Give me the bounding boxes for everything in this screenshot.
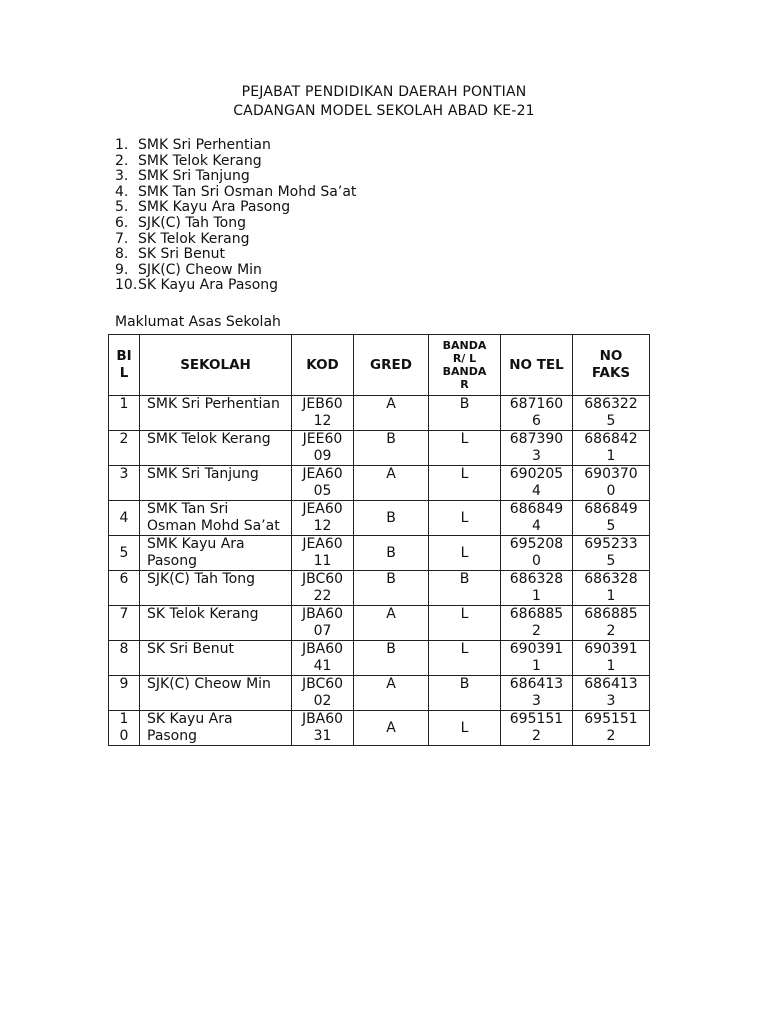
header-bil: BI L [109,335,140,396]
list-item-number: 2. [115,152,129,169]
cell-no-tel-text: 6 [532,413,541,429]
cell-bandar [429,571,501,606]
table-row [109,571,650,606]
cell-no-tel-text: 1 [532,588,541,604]
cell-no-faks-text: 686322 [584,396,638,412]
list-item-number: 3. [115,168,129,185]
cell-sekolah [140,711,292,746]
cell-kod [292,396,354,431]
cell-sekolah [140,641,292,676]
cell-no-faks-text: 0 [606,483,616,499]
list-item-number: 4. [115,183,129,200]
cell-kod [292,606,354,641]
table-row [109,501,650,536]
cell-no-tel [501,536,573,571]
cell-no-faks-text: 5 [606,413,616,429]
cell-no-tel-text: 695208 [509,536,564,552]
list-item [115,232,356,248]
cell-kod [292,676,354,711]
list-item-name: SJK(C) Tah Tong [138,214,246,231]
header-sekolah: SEKOLAH [140,335,292,396]
cell-no-tel-text: 1 [532,658,541,674]
cell-bil-text: 5 [119,544,129,561]
cell-no-faks-text: 2 [606,728,616,744]
list-item [115,200,356,216]
cell-gred-text: A [386,719,396,736]
cell-kod-text: 31 [313,728,332,744]
cell-no-tel [501,466,573,501]
cell-bandar-text: B [459,396,470,412]
cell-sekolah [140,606,292,641]
cell-no-tel-text: 690391 [509,641,564,657]
cell-sekolah-text: SJK(C) Cheow Min [147,676,271,692]
cell-bandar-text: B [459,571,470,587]
cell-gred [354,501,429,536]
cell-no-faks-text: 686328 [584,571,638,587]
cell-gred [354,431,429,466]
list-item [115,216,356,232]
cell-gred-text: B [386,431,396,447]
cell-no-faks [573,501,650,536]
header-kod: KOD [292,335,354,396]
cell-no-faks-text: 1 [606,658,616,674]
cell-gred-text: B [386,571,396,587]
cell-kod-text: JBA60 [301,641,344,657]
cell-bil-text: 1 [119,711,129,727]
cell-kod [292,711,354,746]
cell-no-faks-text: 690391 [584,641,638,657]
cell-gred-text: A [386,466,396,482]
cell-no-faks [573,396,650,431]
table-header-row [109,335,650,396]
list-item-number: 8. [115,246,129,263]
cell-no-tel-text: 686328 [509,571,564,587]
cell-no-faks-text: 695151 [584,711,638,727]
cell-kod-text: 12 [313,518,332,534]
cell-kod [292,466,354,501]
cell-gred [354,711,429,746]
cell-bil [109,641,140,676]
list-item-number: 1. [115,137,129,153]
cell-gred [354,676,429,711]
cell-no-tel-text: 4 [532,483,541,499]
list-item-name: SMK Sri Perhentian [138,137,271,153]
table-row [109,431,650,466]
cell-bandar [429,606,501,641]
cell-kod-text: 07 [313,623,332,639]
table-row [109,536,650,571]
cell-no-faks-text: 695233 [584,536,638,552]
cell-no-tel-text: 687160 [509,396,564,412]
cell-kod [292,641,354,676]
cell-no-faks-text: 686885 [584,606,638,622]
document-title-line-1: PEJABAT PENDIDIKAN DAERAH PONTIAN [241,84,527,100]
table-caption: Maklumat Asas Sekolah [115,314,281,330]
cell-gred [354,571,429,606]
cell-sekolah-text: SMK Sri Perhentian [147,396,280,412]
cell-no-faks-text: 5 [606,518,616,534]
cell-no-tel-text: 686413 [509,676,564,692]
cell-no-tel-text: 687390 [509,431,564,447]
cell-kod-text: 41 [313,658,332,674]
cell-sekolah [140,431,292,466]
cell-sekolah-text: SMK Telok Kerang [147,431,271,447]
cell-no-tel [501,641,573,676]
cell-kod-text: JBA60 [301,606,344,622]
cell-sekolah-text: SMK Sri Tanjung [147,466,259,482]
list-item-number: 7. [115,230,129,247]
cell-sekolah-text: SMK Tan Sri [147,501,229,517]
cell-no-faks [573,711,650,746]
cell-no-tel-text: 0 [532,553,541,569]
cell-no-faks [573,536,650,571]
cell-gred-text: A [386,606,396,622]
list-item-number: 10. [115,277,138,294]
cell-sekolah-text: SK Telok Kerang [147,606,259,622]
cell-bandar [429,396,501,431]
cell-kod [292,501,354,536]
cell-bil-text: 6 [119,571,129,587]
cell-bil-text: 2 [119,431,129,447]
cell-no-tel-text: 686885 [509,606,564,622]
cell-gred-text: B [386,544,396,561]
cell-bil [109,676,140,711]
cell-no-tel [501,501,573,536]
header-no-faks: NO FAKS [573,335,650,396]
list-item [115,138,356,154]
table-row [109,711,650,746]
cell-kod-text: JEE60 [302,431,343,447]
list-item-name: SK Kayu Ara Pasong [138,277,279,294]
cell-no-faks-text: 686413 [584,676,638,692]
cell-bil [109,711,140,746]
list-item-number: 5. [115,199,129,216]
cell-no-tel [501,396,573,431]
cell-gred [354,466,429,501]
cell-bandar [429,641,501,676]
cell-bil [109,606,140,641]
cell-no-tel-text: 2 [532,623,541,639]
cell-bandar-text: L [460,606,469,622]
cell-no-faks [573,571,650,606]
cell-no-tel-text: 690205 [509,466,564,482]
cell-kod-text: JEA60 [302,501,343,517]
table-row [109,396,650,431]
cell-bandar [429,536,501,571]
cell-bandar [429,466,501,501]
cell-bandar [429,711,501,746]
cell-bandar [429,501,501,536]
table-body [109,396,650,746]
cell-bandar-text: B [459,676,470,692]
cell-bil [109,396,140,431]
cell-sekolah [140,536,292,571]
list-item-name: SK Sri Benut [138,246,225,263]
cell-kod-text: 12 [313,413,332,429]
cell-kod-text: JEA60 [302,466,343,482]
cell-kod-text: JBC60 [301,676,344,692]
cell-no-faks [573,606,650,641]
cell-sekolah [140,396,292,431]
cell-no-faks-text: 3 [606,693,616,709]
cell-kod-text: 02 [313,693,332,709]
cell-no-tel-text: 686849 [509,501,564,517]
list-item [115,154,356,170]
cell-bandar-text: L [460,509,469,526]
cell-bil-text: 8 [119,641,129,657]
table-row [109,466,650,501]
list-item-name: SMK Kayu Ara Pasong [138,199,291,216]
cell-gred-text: A [386,396,396,412]
list-item [115,247,356,263]
cell-bandar-text: L [460,431,469,447]
cell-bil-text: 7 [119,606,129,622]
cell-bil-text: 9 [119,676,129,692]
school-info-table [108,334,650,746]
list-item-number: 6. [115,214,129,231]
cell-bil [109,571,140,606]
cell-bil [109,431,140,466]
cell-kod-text: JEB60 [302,396,343,412]
cell-sekolah [140,466,292,501]
cell-sekolah [140,501,292,536]
cell-gred [354,536,429,571]
school-list [115,138,356,294]
cell-no-tel-text: 3 [532,448,541,464]
cell-kod-text: JBA60 [301,711,344,727]
cell-bil [109,501,140,536]
cell-bil-text: 4 [119,509,129,526]
cell-sekolah-text: Pasong [147,728,198,744]
cell-sekolah-text: SK Kayu Ara [147,711,233,727]
cell-no-faks [573,466,650,501]
cell-bandar-text: L [460,719,469,736]
header-bandar-luar-bandar: BANDA R/ L BANDA R [429,335,501,396]
cell-gred-text: A [386,676,396,692]
cell-kod-text: 05 [313,483,332,499]
cell-no-tel [501,676,573,711]
cell-no-faks [573,676,650,711]
cell-no-tel [501,571,573,606]
cell-no-faks-text: 686842 [584,431,638,447]
cell-kod-text: JBC60 [301,571,344,587]
cell-no-faks-text: 686849 [584,501,638,517]
list-item [115,278,356,294]
header-no-tel: NO TEL [501,335,573,396]
cell-bil-text: 3 [119,466,129,482]
table-row [109,676,650,711]
cell-bandar-text: L [460,466,469,482]
cell-gred [354,606,429,641]
cell-no-faks [573,641,650,676]
cell-kod [292,536,354,571]
cell-gred [354,396,429,431]
cell-no-tel-text: 4 [532,518,541,534]
document-title-line-2: CADANGAN MODEL SEKOLAH ABAD KE-21 [233,103,535,119]
cell-no-tel [501,431,573,466]
cell-kod-text: 11 [313,553,332,569]
list-item-name: SMK Telok Kerang [138,152,262,169]
cell-no-faks-text: 2 [606,623,616,639]
cell-bil-text: 1 [119,396,129,412]
cell-no-faks-text: 1 [606,588,616,604]
cell-no-tel [501,606,573,641]
list-item-name: SMK Sri Tanjung [138,168,250,185]
list-item-name: SMK Tan Sri Osman Mohd Sa’at [138,183,357,200]
cell-kod-text: 22 [313,588,332,604]
cell-no-faks [573,431,650,466]
table-row [109,606,650,641]
cell-sekolah [140,571,292,606]
cell-sekolah [140,676,292,711]
cell-gred [354,641,429,676]
list-item [115,169,356,185]
cell-bandar [429,431,501,466]
cell-no-faks-text: 690370 [584,466,638,482]
cell-bandar-text: L [460,641,469,657]
cell-sekolah-text: SK Sri Benut [147,641,234,657]
cell-sekolah-text: SJK(C) Tah Tong [147,571,255,587]
cell-sekolah-text: Osman Mohd Sa’at [147,518,280,534]
table-row [109,641,650,676]
cell-no-tel-text: 695151 [509,711,564,727]
list-item-name: SK Telok Kerang [138,230,250,247]
cell-bil-text: 0 [119,728,129,744]
cell-gred-text: B [386,509,396,526]
cell-sekolah-text: Pasong [147,553,198,569]
cell-sekolah-text: SMK Kayu Ara [147,536,245,552]
list-item [115,263,356,279]
list-item-number: 9. [115,261,129,278]
cell-bandar-text: L [460,544,469,561]
cell-no-tel-text: 3 [532,693,541,709]
cell-no-faks-text: 1 [606,448,616,464]
cell-bandar [429,676,501,711]
cell-gred-text: B [386,641,396,657]
list-item [115,185,356,201]
cell-kod-text: JEA60 [302,536,343,552]
cell-no-tel [501,711,573,746]
cell-bil [109,466,140,501]
cell-kod [292,571,354,606]
cell-kod [292,431,354,466]
header-gred: GRED [354,335,429,396]
cell-no-faks-text: 5 [606,553,616,569]
cell-kod-text: 09 [313,448,332,464]
cell-bil [109,536,140,571]
list-item-name: SJK(C) Cheow Min [138,261,262,278]
cell-no-tel-text: 2 [532,728,541,744]
